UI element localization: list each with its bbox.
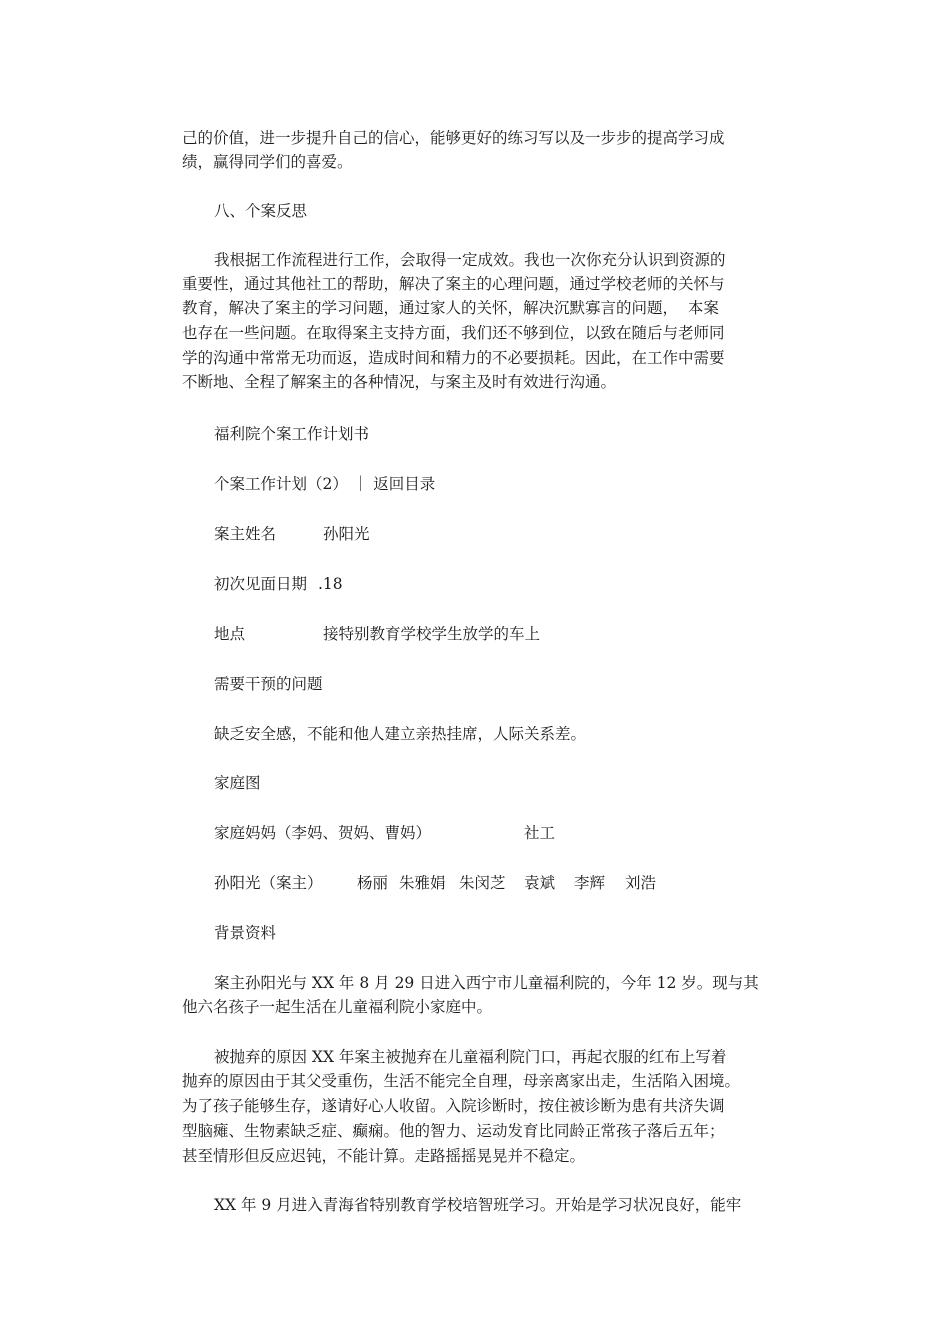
background-line: 抛弃的原因由于其父受重伤，生活不能完全自理，母亲离家出走，生活陷入困境。	[182, 1072, 741, 1090]
worker-name: 袁斌	[524, 874, 556, 892]
social-worker-label: 社工	[524, 824, 556, 842]
background-line: 他六名孩子一起生活在儿童福利院小家庭中。	[182, 998, 493, 1016]
background-line: 甚至情形但反应迟钝，不能计算。走路摇摇晃晃并不稳定。	[182, 1147, 586, 1165]
client-name-label: 案主姓名	[214, 525, 277, 543]
plan-title: 福利院个案工作计划书	[214, 425, 370, 443]
plan-subtitle-link[interactable]: 个案工作计划（2） ｜ 返回目录	[214, 475, 436, 493]
background-line: XX 年 9 月进入青海省特别教育学校培智班学习。开始是学习状况良好，能牢	[214, 1196, 742, 1214]
first-meeting-label: 初次见面日期	[214, 575, 308, 593]
first-meeting-value: .18	[318, 575, 343, 593]
section-heading: 八、个案反思	[214, 202, 308, 220]
background-line: 为了孩子能够生存，遂请好心人收留。入院诊断时，按住被诊断为患有共济失调	[182, 1097, 725, 1115]
worker-name: 朱闵芝	[459, 874, 506, 892]
background-line: 型脑瘫、生物素缺乏症、癫痫。他的智力、运动发育比同龄正常孩子落后五年；	[182, 1122, 725, 1140]
background-heading: 背景资料	[214, 924, 277, 942]
family-heading: 家庭图	[214, 774, 261, 792]
issue-text: 缺乏安全感，不能和他人建立亲热挂席，人际关系差。	[214, 725, 587, 743]
family-mothers: 家庭妈妈（李妈、贺妈、曹妈）	[214, 824, 432, 842]
intro-line-1: 己的价值，进一步提升自己的信心，能够更好的练习写以及一步步的提高学习成	[182, 129, 725, 147]
intro-line-2: 绩，赢得同学们的喜爱。	[182, 153, 353, 171]
client-label: 孙阳光（案主）	[214, 874, 323, 892]
reflection-line: 教育，解决了案主的学习问题，通过家人的关怀，解决沉默寡言的问题， 本案	[182, 299, 719, 317]
background-line: 被抛弃的原因 XX 年案主被抛弃在儿童福利院门口，再起衣服的红布上写着	[214, 1048, 727, 1066]
issue-heading: 需要干预的问题	[214, 675, 323, 693]
worker-name: 朱雅娟	[399, 874, 446, 892]
client-name-value: 孙阳光	[323, 525, 370, 543]
reflection-line: 学的沟通中常常无功而返，造成时间和精力的不必要损耗。因此，在工作中需要	[182, 349, 725, 367]
reflection-line: 我根据工作流程进行工作，会取得一定成效。我也一次你充分认识到资源的	[214, 251, 726, 269]
location-label: 地点	[214, 625, 246, 643]
reflection-line: 也存在一些问题。在取得案主支持方面，我们还不够到位，以致在随后与老师同	[182, 324, 725, 342]
reflection-line: 不断地、全程了解案主的各种情况，与案主及时有效进行沟通。	[182, 373, 617, 391]
reflection-line: 重要性，通过其他社工的帮助，解决了案主的心理问题，通过学校老师的关怀与	[182, 275, 725, 293]
worker-name: 刘浩	[625, 874, 657, 892]
worker-name: 杨丽	[357, 874, 389, 892]
worker-name: 李辉	[574, 874, 606, 892]
background-line: 案主孙阳光与 XX 年 8 月 29 日进入西宁市儿童福利院的，今年 12 岁。现与其	[214, 974, 759, 992]
location-value: 接特别教育学校学生放学的车上	[323, 625, 541, 643]
